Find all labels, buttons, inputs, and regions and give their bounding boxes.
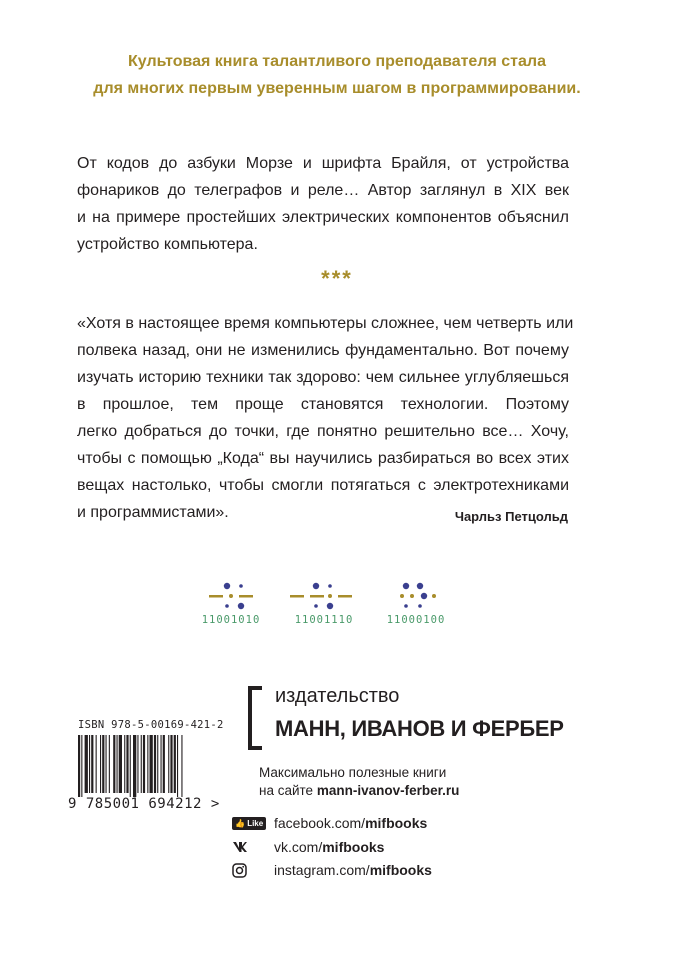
- social-handle: mifbooks: [322, 839, 385, 855]
- barcode-bar: [168, 735, 169, 793]
- social-handle: mifbooks: [365, 815, 428, 831]
- tagline-line: Культовая книга талантливого преподавателя стала: [128, 53, 546, 70]
- barcode-bar: [89, 735, 90, 793]
- barcode-bar: [119, 735, 122, 793]
- slogan-line: [259, 782, 459, 800]
- quote-line: «Хотя в настоящее время компьютеры сложнее, чем четверть или: [77, 315, 574, 332]
- barcode-bar: [157, 735, 158, 793]
- facebook-like-icon: [232, 817, 264, 830]
- social-instagram[interactable]: [232, 861, 432, 879]
- braille-morse-graphic: [189, 578, 273, 612]
- social-prefix: instagram.com/: [274, 862, 370, 878]
- barcode-bar: [143, 735, 145, 793]
- barcode-bar: [174, 735, 176, 793]
- barcode-bar: [81, 735, 82, 797]
- barcode-bar: [137, 735, 138, 793]
- barcode-bar: [106, 735, 107, 793]
- code-ornament: [189, 578, 273, 626]
- barcode-bar: [124, 735, 125, 793]
- quote-author: Чарльз Петцольд: [454, 509, 568, 524]
- barcode-bar: [150, 735, 153, 793]
- barcode-bar: [147, 735, 148, 793]
- barcode-bar: [170, 735, 172, 793]
- isbn: ISBN 978-5-00169-421-2: [78, 719, 224, 731]
- barcode-digits: 9 785001 694212 >: [68, 796, 220, 812]
- vk-icon: [232, 841, 258, 853]
- quote-line: вещах настолько, чтобы смогли потягаться с электротехниками: [77, 477, 569, 494]
- publisher-bracket: [248, 686, 262, 750]
- barcode-bar: [78, 735, 80, 797]
- instagram-icon: [232, 863, 258, 878]
- barcode-bar: [141, 735, 142, 793]
- social-facebook[interactable]: [232, 814, 427, 832]
- description-line: и на примере простейших электрических компонентов объяснил: [77, 209, 569, 226]
- social-handle: mifbooks: [369, 862, 432, 878]
- quote-line: чтобы с помощью „Кода“ вы научились разбираться во всех этих: [77, 450, 569, 467]
- barcode-bar: [154, 735, 156, 793]
- quote-line: изучать историю техники так здорово: чем сильнее углубляешься: [77, 369, 569, 386]
- braille-morse-graphic: [374, 578, 458, 612]
- barcode-bar: [113, 735, 115, 793]
- barcode-bar: [91, 735, 93, 793]
- publisher-name: МАНН, ИВАНОВ И ФЕРБЕР: [275, 716, 564, 741]
- barcode-bar: [130, 735, 131, 797]
- barcode-bar: [126, 735, 128, 793]
- quote-line: полвека назад, они не изменились фундаментально. Вот почему: [77, 342, 569, 359]
- like-badge: 👍 Like: [232, 817, 266, 830]
- slogan-prefix: на сайте: [259, 783, 317, 798]
- barcode-bar: [85, 735, 88, 793]
- code-ornament: [282, 578, 366, 626]
- social-vk[interactable]: [232, 838, 384, 856]
- site-link[interactable]: mann-ivanov-ferber.ru: [316, 783, 460, 798]
- description: [77, 150, 569, 258]
- social-prefix: vk.com/: [274, 839, 323, 855]
- quote-line: в прошлое, тем проще становятся технологии. Поэтому: [77, 396, 569, 413]
- barcode-bar: [96, 735, 97, 793]
- barcode: [78, 735, 206, 797]
- braille-morse-graphic: [282, 578, 366, 612]
- barcode-bar: [181, 735, 182, 797]
- tagline-line: для многих первым уверенным шагом в программировании.: [93, 80, 581, 97]
- binary-code: 11000100: [386, 614, 446, 626]
- description-line: устройство компьютера.: [77, 236, 258, 253]
- barcode-bar: [102, 735, 104, 793]
- binary-code: 11001110: [294, 614, 354, 626]
- barcode-bar: [161, 735, 162, 793]
- quote-line: легко добраться до точки, где понятно решительно все… Хочу,: [77, 423, 569, 440]
- publisher-slogan: [259, 764, 459, 800]
- binary-code: 11001010: [201, 614, 261, 626]
- barcode-bar: [117, 735, 118, 793]
- slogan-line: Максимально полезные книги: [259, 765, 447, 780]
- quote: [77, 310, 574, 526]
- publisher-label: издательство: [275, 685, 400, 707]
- barcode-bar: [133, 735, 136, 797]
- barcode-bar: [163, 735, 165, 793]
- barcode-bar: [177, 735, 178, 797]
- code-ornament: [374, 578, 458, 626]
- description-line: фонариков до телеграфов и реле… Автор заглянул в XIX век: [77, 182, 569, 199]
- separator: ***: [321, 266, 353, 291]
- tagline: [0, 48, 674, 102]
- barcode-bar: [109, 735, 110, 793]
- social-prefix: facebook.com/: [274, 815, 366, 831]
- barcode-bar: [100, 735, 101, 793]
- quote-line: и программистами».: [77, 504, 229, 521]
- description-line: От кодов до азбуки Морзе и шрифта Брайля, от устройства: [77, 155, 569, 172]
